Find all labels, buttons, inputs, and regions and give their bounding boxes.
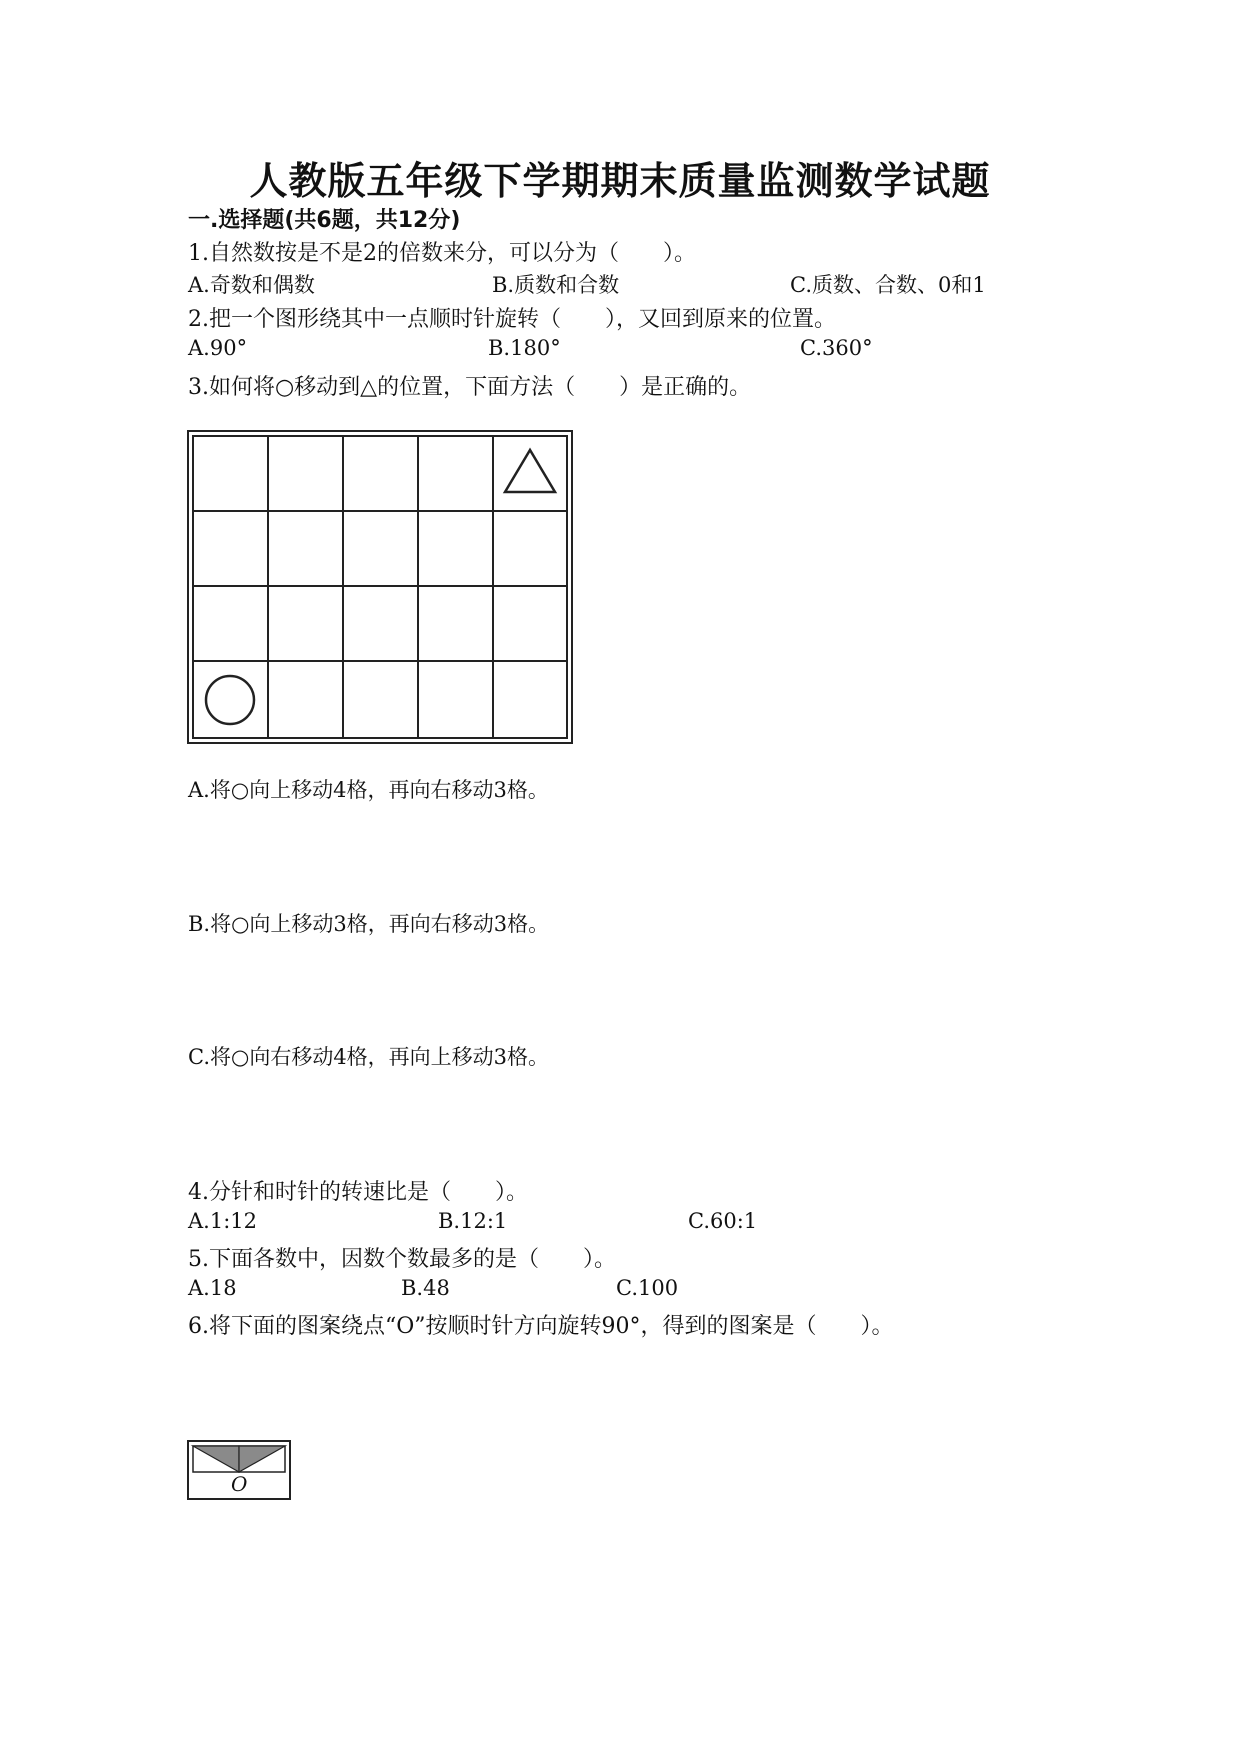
q4-option-c[interactable]: C.60:1	[688, 1209, 758, 1233]
question-3: 3.如何将○移动到△的位置，下面方法（ ）是正确的。	[188, 375, 752, 400]
q3-option-a[interactable]: A.将○向上移动4格，再向右移动3格。	[188, 778, 549, 802]
question-5: 5.下面各数中，因数个数最多的是（ ）。	[188, 1247, 616, 1272]
q3-option-c[interactable]: C.将○向右移动4格，再向上移动3格。	[188, 1045, 550, 1069]
question-4: 4.分针和时针的转速比是（ ）。	[188, 1180, 528, 1205]
q3-option-b[interactable]: B.将○向上移动3格，再向右移动3格。	[188, 912, 550, 936]
page-title: 人教版五年级下学期期末质量监测数学试题	[249, 159, 991, 203]
question-1: 1.自然数按是不是2的倍数来分，可以分为（ ）。	[188, 241, 696, 266]
q5-option-a[interactable]: A.18	[188, 1276, 237, 1300]
q2-option-a[interactable]: A.90°	[188, 336, 248, 360]
q2-option-b[interactable]: B.180°	[488, 336, 561, 360]
q1-option-a[interactable]: A.奇数和偶数	[188, 273, 315, 297]
section-heading: 一.选择题(共6题，共12分)	[188, 208, 461, 233]
q2-option-c[interactable]: C.360°	[800, 336, 873, 360]
grid-figure	[187, 430, 573, 744]
q1-option-b[interactable]: B.质数和合数	[492, 273, 620, 297]
question-2: 2.把一个图形绕其中一点顺时针旋转（ ），又回到原来的位置。	[188, 307, 836, 332]
q4-option-a[interactable]: A.1:12	[188, 1209, 257, 1233]
q5-option-c[interactable]: C.100	[616, 1276, 679, 1300]
question-6: 6.将下面的图案绕点“O”按顺时针方向旋转90°，得到的图案是（ ）。	[188, 1314, 894, 1339]
q1-option-c[interactable]: C.质数、合数、0和1	[790, 273, 986, 297]
q5-option-b[interactable]: B.48	[401, 1276, 450, 1300]
rotation-figure	[187, 1440, 291, 1500]
point-o-label: O	[231, 1472, 248, 1496]
q4-option-b[interactable]: B.12:1	[438, 1209, 508, 1233]
